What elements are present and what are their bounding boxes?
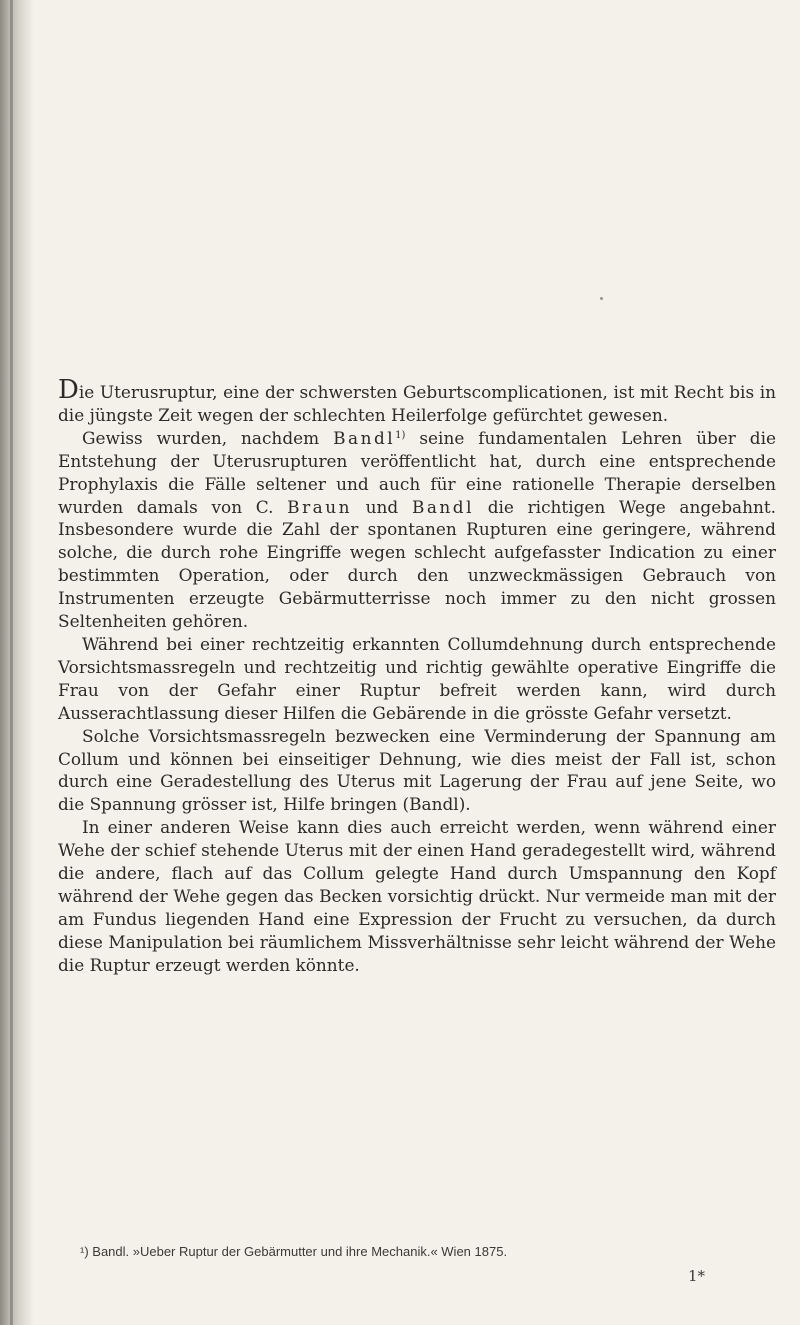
footnote-ref: 1): [395, 429, 406, 441]
author-braun: Braun: [287, 496, 352, 517]
binding-shadow: [0, 0, 34, 1325]
paragraph-2-mid1: seine fundamentalen Lehren über die Entstehung der Uterusrupturen veröffentlicht hat, durch eine entsprechende Prophylaxis die Fälle seltener und auch für eine rationelle Therapie derselben wurden damals von C.: [58, 427, 776, 517]
paper-speck: [600, 297, 603, 300]
paragraph-1: [58, 375, 776, 427]
paragraph-4: Solche Vorsichtsmassregeln bezwecken eine Verminderung der Spannung am Collum und können bei einseitiger Dehnung, wie dies meist der Fall ist, schon durch eine Geradestellung des Uterus mit Lagerung der Frau auf jene Seite, wo die Spannung grösser ist, Hilfe bringen (Bandl).: [58, 725, 776, 815]
paragraph-2-tail: die richtigen Wege angebahnt. Insbesondere wurde die Zahl der spontanen Rupturen eine geringere, während solche, die durch rohe Eingriffe wegen schlecht aufgefasster Indication zu einer bestimmten Operation, oder durch den unzweckmässigen Gebrauch von Instrumenten erzeugte Gebärmutterrisse noch immer zu den nicht grossen Seltenheiten gehören.: [58, 496, 776, 632]
paragraph-1-text: ie Uterusruptur, eine der schwersten Geburtscomplicationen, ist mit Recht bis in die jüngste Zeit wegen der schlechten Heilerfolge gefürchtet gewesen.: [58, 382, 776, 425]
paragraph-5: In einer anderen Weise kann dies auch erreicht werden, wenn während einer Wehe der schief stehende Uterus mit der einen Hand geradegestellt wird, während die andere, flach auf das Collum gelegte Hand durch Umspannung den Kopf während der Wehe gegen das Becken vorsichtig drückt. Nur vermeide man mit der am Fundus liegenden Hand eine Expression der Frucht zu versuchen, da durch diese Manipulation bei räumlichem Missverhältnisse sehr leicht während der Wehe die Ruptur erzeugt werden könnte.: [58, 817, 776, 975]
paragraph-3: Während bei einer rechtzeitig erkannten Collumdehnung durch entsprechende Vorsichtsmassregeln und rechtzeitig und richtig gewählte operative Eingriffe die Frau von der Gefahr einer Ruptur befreit werden kann, wird durch Ausserachtlassung dieser Hilfen die Gebärende in die grösste Gefahr versetzt.: [58, 633, 776, 723]
footnote: ¹) Bandl. »Ueber Ruptur der Gebärmutter und ihre Mechanik.« Wien 1875.: [80, 1244, 508, 1259]
author-bandl-2: Bandl: [411, 496, 475, 517]
initial-letter: D: [58, 375, 79, 405]
paragraph-2: [58, 427, 776, 633]
signature-mark: 1*: [688, 1267, 706, 1285]
main-text: [58, 375, 776, 977]
binding-edge: [10, 0, 13, 1325]
author-bandl: Bandl: [333, 427, 396, 448]
paragraph-2-lead: Gewiss wurden, nachdem: [82, 427, 320, 448]
paragraph-2-mid2: und: [365, 496, 399, 517]
